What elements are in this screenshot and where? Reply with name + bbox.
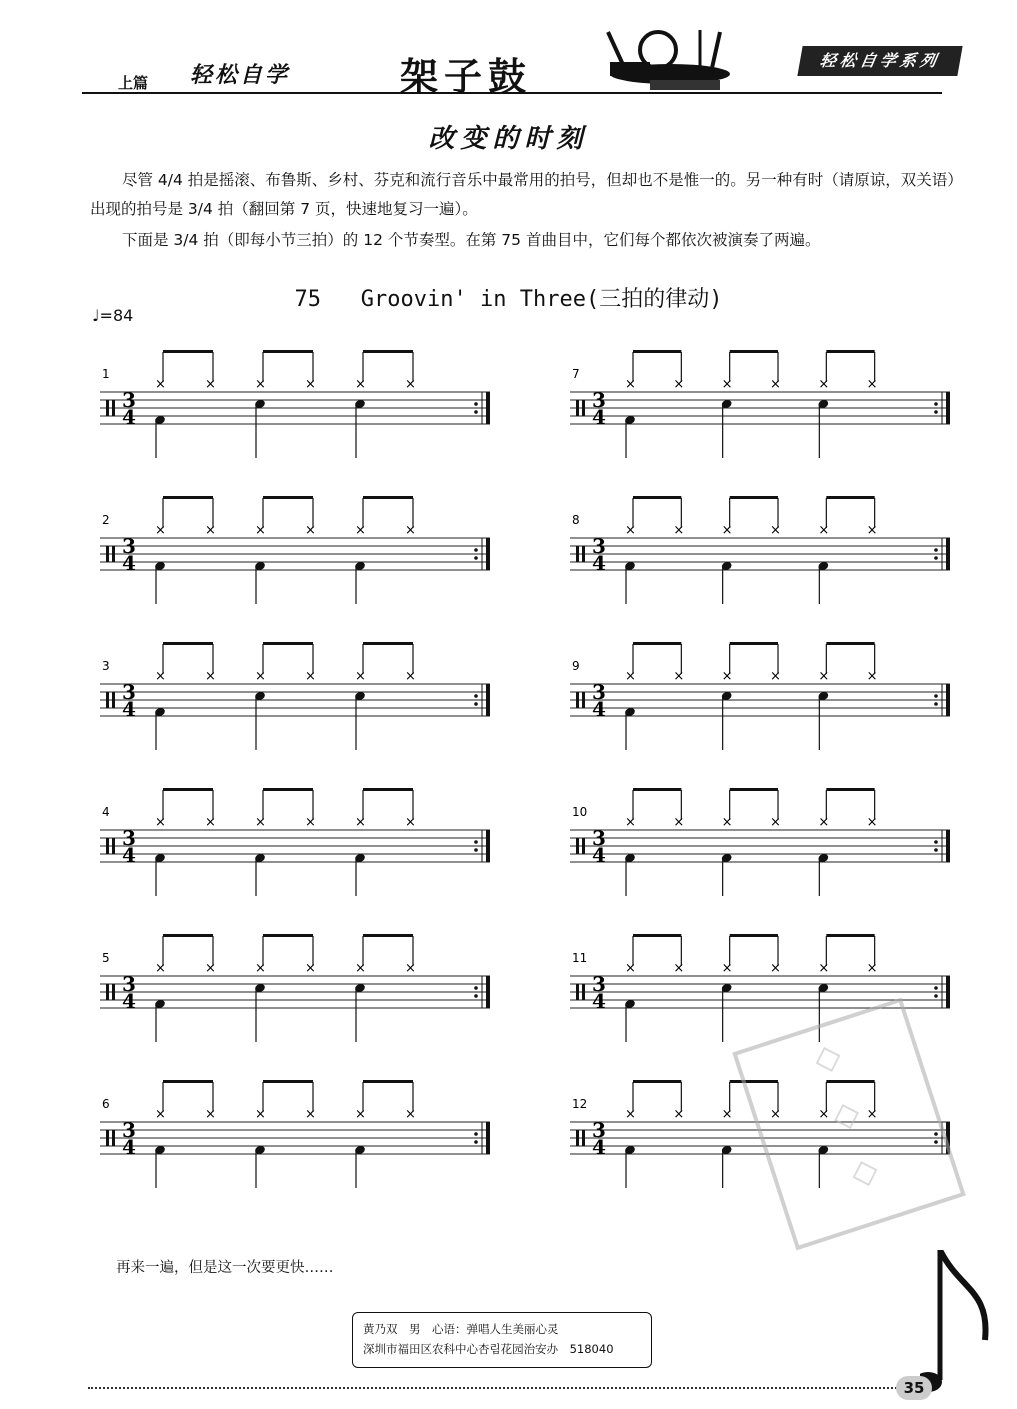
hihat-note: × <box>770 815 781 830</box>
hihat-note: × <box>866 961 878 976</box>
hihat-note: × <box>721 815 733 830</box>
hihat-note: × <box>205 669 216 684</box>
note-beam <box>730 350 778 353</box>
note-beam <box>633 1080 681 1083</box>
hihat-note: × <box>305 669 316 684</box>
hihat-note: × <box>205 523 216 538</box>
note-beam <box>363 788 413 791</box>
note-beam <box>633 788 681 791</box>
hihat-note: × <box>625 961 636 976</box>
time-signature-bottom: 4 <box>122 551 136 575</box>
percussion-clef-icon <box>582 546 585 562</box>
note-beam <box>263 1080 313 1083</box>
time-signature-bottom: 4 <box>122 405 136 429</box>
pattern-number: 6 <box>102 1097 110 1111</box>
pattern-number: 1 <box>102 367 110 381</box>
hihat-note: × <box>866 815 878 830</box>
final-barline <box>486 1122 490 1154</box>
note-beam <box>363 1080 413 1083</box>
header-series-badge: 轻松自学系列 <box>797 46 962 76</box>
note-beam <box>730 934 778 937</box>
percussion-clef-icon <box>582 1130 585 1146</box>
final-barline <box>946 684 950 716</box>
repeat-dot <box>934 848 938 852</box>
note-beam <box>633 934 681 937</box>
repeat-dot <box>934 994 938 998</box>
note-beam <box>263 934 313 937</box>
hihat-note: × <box>818 669 830 684</box>
repeat-dot <box>474 548 478 552</box>
final-barline <box>946 392 950 424</box>
note-beam <box>363 934 413 937</box>
repeat-dot <box>474 556 478 560</box>
percussion-clef-icon <box>582 838 585 854</box>
note-beam <box>363 642 413 645</box>
hihat-note: × <box>155 815 166 830</box>
note-beam <box>263 496 313 499</box>
note-beam <box>263 642 313 645</box>
hihat-note: × <box>405 961 416 976</box>
time-signature-top: 3 <box>122 1118 136 1142</box>
pattern-number: 3 <box>102 659 110 673</box>
hihat-note: × <box>673 669 685 684</box>
note-beam <box>163 496 213 499</box>
hihat-note: × <box>770 669 781 684</box>
percussion-clef-icon <box>576 984 579 1000</box>
hihat-note: × <box>305 1107 316 1122</box>
hihat-note: × <box>866 377 878 392</box>
hihat-note: × <box>155 523 166 538</box>
percussion-clef-icon <box>582 692 585 708</box>
percussion-clef-icon <box>576 1130 579 1146</box>
note-beam <box>633 496 681 499</box>
hihat-note: × <box>305 815 316 830</box>
hihat-note: × <box>866 1107 878 1122</box>
reader-name-line: 黄乃双 男 心语：弹唱人生美丽心灵 <box>363 1322 559 1336</box>
hihat-note: × <box>673 1107 685 1122</box>
header-book-subject: 架子鼓 <box>400 55 533 99</box>
repeat-dot <box>474 694 478 698</box>
repeat-dot <box>474 1140 478 1144</box>
pattern-number: 5 <box>102 951 110 965</box>
hihat-note: × <box>255 815 266 830</box>
repeat-dot <box>474 986 478 990</box>
percussion-clef-icon <box>106 1130 109 1146</box>
hihat-note: × <box>155 961 166 976</box>
note-beam <box>163 934 213 937</box>
pattern-number: 9 <box>572 659 580 673</box>
hihat-note: × <box>155 669 166 684</box>
hihat-note: × <box>770 523 781 538</box>
hihat-note: × <box>625 377 636 392</box>
reader-info-box <box>352 1312 652 1368</box>
repeat-dot <box>934 840 938 844</box>
song-name: Groovin' in Three(三拍的律动) <box>360 287 723 312</box>
reader-address-line: 深圳市福田区农科中心杏림花园治安办 518040 <box>363 1342 614 1356</box>
repeat-dot <box>934 986 938 990</box>
patterns-paragraph: 下面是 3/4 拍（即每小节三拍）的 12 个节奏型。在第 75 首曲目中，它们每个都依次被演奏了两遍。 <box>122 231 821 249</box>
note-beam <box>263 788 313 791</box>
hihat-note: × <box>355 1107 366 1122</box>
note-beam <box>163 642 213 645</box>
hihat-note: × <box>355 377 366 392</box>
percussion-clef-icon <box>582 400 585 416</box>
repeat-dot <box>474 410 478 414</box>
hihat-note: × <box>305 377 316 392</box>
hihat-note: × <box>155 377 166 392</box>
time-signature-top: 3 <box>592 1118 606 1142</box>
time-signature-top: 3 <box>592 388 606 412</box>
percussion-clef-icon <box>576 400 579 416</box>
hihat-note: × <box>866 523 878 538</box>
note-beam <box>633 642 681 645</box>
note-beam <box>163 788 213 791</box>
final-barline <box>946 830 950 862</box>
hihat-note: × <box>405 523 416 538</box>
time-signature-top: 3 <box>592 680 606 704</box>
repeat-dot <box>474 402 478 406</box>
note-beam <box>826 788 874 791</box>
hihat-note: × <box>818 523 830 538</box>
note-beam <box>263 350 313 353</box>
hihat-note: × <box>255 523 266 538</box>
percussion-clef-icon <box>112 1130 115 1146</box>
footer-dotted-rule <box>88 1387 908 1389</box>
header-volume-label: 上篇 <box>118 74 149 92</box>
final-barline <box>486 538 490 570</box>
note-beam <box>826 934 874 937</box>
percussion-clef-icon <box>112 984 115 1000</box>
repeat-dot <box>474 702 478 706</box>
hihat-note: × <box>625 1107 636 1122</box>
time-signature-bottom: 4 <box>592 1135 606 1159</box>
pattern-number: 10 <box>572 805 588 819</box>
repeat-dot <box>474 994 478 998</box>
time-signature-bottom: 4 <box>592 551 606 575</box>
note-beam <box>363 350 413 353</box>
time-signature-bottom: 4 <box>592 843 606 867</box>
hihat-note: × <box>305 961 316 976</box>
final-barline <box>486 392 490 424</box>
pattern-number: 8 <box>572 513 580 527</box>
repeat-dot <box>474 1132 478 1136</box>
percussion-clef-icon <box>112 838 115 854</box>
hihat-note: × <box>673 523 685 538</box>
final-barline <box>486 830 490 862</box>
hihat-note: × <box>818 377 830 392</box>
percussion-clef-icon <box>576 692 579 708</box>
note-beam <box>826 642 874 645</box>
note-beam <box>163 1080 213 1083</box>
percussion-clef-icon <box>576 546 579 562</box>
hihat-note: × <box>625 815 636 830</box>
hihat-note: × <box>721 669 733 684</box>
note-beam <box>826 496 874 499</box>
time-signature-top: 3 <box>122 388 136 412</box>
hihat-note: × <box>155 1107 166 1122</box>
intro-paragraph: 尽管 4/4 拍是摇滚、布鲁斯、乡村、芬克和流行音乐中最常用的拍号，但却也不是惟一的。另一种有时（请原谅，双关语）出现的拍号是 3/4 拍（翻回第 7 页，快速地复习一遍）。 <box>90 171 963 218</box>
final-barline <box>946 538 950 570</box>
hihat-note: × <box>405 669 416 684</box>
time-signature-top: 3 <box>122 826 136 850</box>
repeat-dot <box>934 694 938 698</box>
time-signature-bottom: 4 <box>122 989 136 1013</box>
eighth-note-decoration-icon <box>920 1250 1000 1400</box>
hihat-note: × <box>625 669 636 684</box>
hihat-note: × <box>721 961 733 976</box>
hihat-note: × <box>770 961 781 976</box>
percussion-clef-icon <box>576 838 579 854</box>
percussion-clef-icon <box>106 838 109 854</box>
percussion-clef-icon <box>112 546 115 562</box>
repeat-dot <box>474 848 478 852</box>
note-beam <box>163 350 213 353</box>
hihat-note: × <box>405 377 416 392</box>
section-title: 改变的时刻 <box>428 124 589 154</box>
hihat-note: × <box>255 669 266 684</box>
hihat-note: × <box>721 523 733 538</box>
time-signature-top: 3 <box>122 680 136 704</box>
time-signature-top: 3 <box>592 972 606 996</box>
hihat-note: × <box>355 669 366 684</box>
hihat-note: × <box>205 1107 216 1122</box>
repeat-dot <box>474 840 478 844</box>
hihat-note: × <box>255 377 266 392</box>
hihat-note: × <box>255 1107 266 1122</box>
final-barline <box>486 976 490 1008</box>
hihat-note: × <box>355 815 366 830</box>
percussion-clef-icon <box>112 400 115 416</box>
pattern-number: 11 <box>572 951 588 965</box>
note-beam <box>826 350 874 353</box>
hihat-note: × <box>818 1107 830 1122</box>
repeat-dot <box>934 402 938 406</box>
repeat-dot <box>934 548 938 552</box>
percussion-clef-icon <box>106 692 109 708</box>
percussion-clef-icon <box>106 984 109 1000</box>
hihat-note: × <box>405 815 416 830</box>
hihat-note: × <box>770 1107 781 1122</box>
note-beam <box>633 350 681 353</box>
pattern-number: 7 <box>572 367 580 381</box>
hihat-note: × <box>818 961 830 976</box>
time-signature-bottom: 4 <box>592 697 606 721</box>
note-beam <box>730 642 778 645</box>
time-signature-bottom: 4 <box>122 843 136 867</box>
pattern-number: 12 <box>572 1097 588 1111</box>
percussion-clef-icon <box>582 984 585 1000</box>
hihat-note: × <box>673 377 685 392</box>
hihat-note: × <box>205 961 216 976</box>
pattern-number: 2 <box>102 513 110 527</box>
final-barline <box>946 976 950 1008</box>
time-signature-top: 3 <box>592 534 606 558</box>
repeat-dot <box>934 410 938 414</box>
time-signature-bottom: 4 <box>592 405 606 429</box>
hihat-note: × <box>405 1107 416 1122</box>
final-barline <box>486 684 490 716</box>
time-signature-top: 3 <box>122 972 136 996</box>
hihat-note: × <box>625 523 636 538</box>
repeat-dot <box>934 556 938 560</box>
hihat-note: × <box>818 815 830 830</box>
percussion-clef-icon <box>112 692 115 708</box>
hihat-note: × <box>255 961 266 976</box>
note-beam <box>730 496 778 499</box>
song-number: 75 <box>294 287 322 312</box>
hihat-note: × <box>721 377 733 392</box>
hihat-note: × <box>770 377 781 392</box>
hihat-note: × <box>355 523 366 538</box>
watermark-stamp-icon: ◇ ◇ ◇ <box>732 998 966 1251</box>
hihat-note: × <box>721 1107 733 1122</box>
hihat-note: × <box>355 961 366 976</box>
hihat-note: × <box>205 377 216 392</box>
page-number: 35 <box>896 1376 932 1400</box>
time-signature-top: 3 <box>122 534 136 558</box>
hihat-note: × <box>673 815 685 830</box>
time-signature-bottom: 4 <box>122 697 136 721</box>
percussion-clef-icon <box>106 546 109 562</box>
header-book-title: 轻松自学 <box>190 63 291 88</box>
time-signature-bottom: 4 <box>592 989 606 1013</box>
time-signature-top: 3 <box>592 826 606 850</box>
tempo-marking: ♩=84 <box>92 306 134 325</box>
hihat-note: × <box>205 815 216 830</box>
repeat-dot <box>934 702 938 706</box>
note-beam <box>363 496 413 499</box>
time-signature-bottom: 4 <box>122 1135 136 1159</box>
pattern-number: 4 <box>102 805 110 819</box>
hihat-note: × <box>305 523 316 538</box>
note-beam <box>730 788 778 791</box>
hihat-note: × <box>673 961 685 976</box>
footer-note: 再来一遍，但是这一次要更快…… <box>116 1260 334 1276</box>
percussion-clef-icon <box>106 400 109 416</box>
hihat-note: × <box>866 669 878 684</box>
